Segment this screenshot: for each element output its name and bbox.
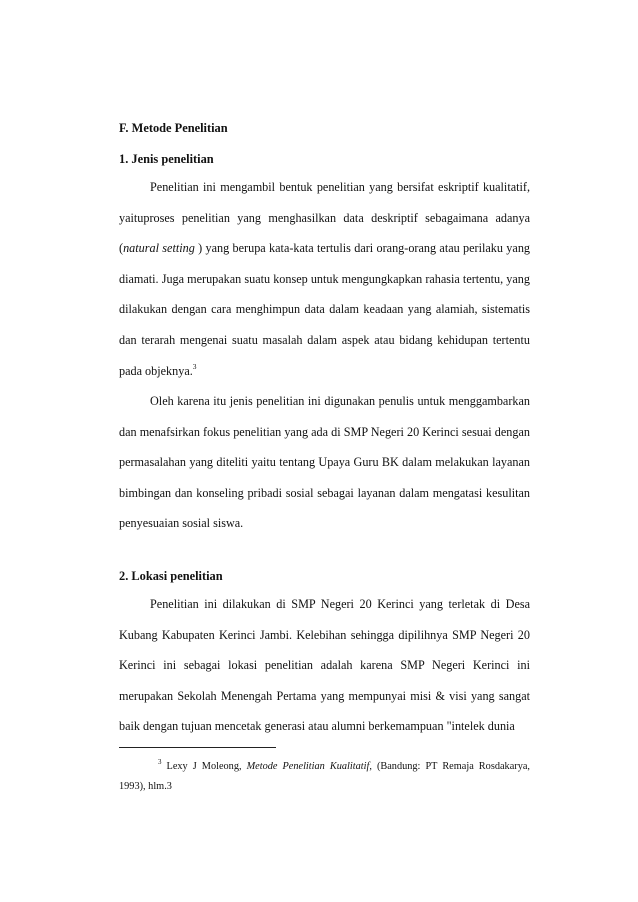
subsection-heading-jenis-penelitian: 1. Jenis penelitian xyxy=(119,152,214,166)
footnote-separator xyxy=(119,747,276,748)
paragraph-lokasi-penelitian-1: Penelitian ini dilakukan di SMP Negeri 20 Kerinci yang terletak di Desa Kubang Kabupaten Kerinci Jambi. Kelebihan sehingga dipilihnya SMP Negeri 20 Kerinci ini sebagai lokasi penelitian adalah karena SMP Negeri Kerinci ini merupakan Sekolah Menengah Pertama yang mempunyai misi & visi yang sangat baik dengan tujuan mencetak generasi atau alumni berkemampuan "intelek dunia xyxy=(119,597,530,734)
footnote-number: 3 xyxy=(158,758,162,766)
footnote-title: Metode Penelitian Kualitatif xyxy=(246,761,370,772)
subsection-heading-lokasi-penelitian: 2. Lokasi penelitian xyxy=(119,569,223,583)
footnote-reference: 3 xyxy=(192,361,197,371)
paragraph-jenis-penelitian-1 xyxy=(119,172,530,386)
footnote-author: Lexy J Moleong, xyxy=(166,761,247,772)
paragraph-jenis-penelitian-2: Oleh karena itu jenis penelitian ini digunakan penulis untuk menggambarkan dan menafsirkan fokus penelitian yang ada di SMP Negeri 20 Kerinci sesuai dengan permasalahan yang diteliti yaitu tentang Upaya Guru BK dalam melakukan layanan bimbingan dan konseling pribadi sosial sebagai layanan dalam mengatasi kesulitan penyesuaian sosial siswa. xyxy=(119,394,530,531)
footnote xyxy=(119,757,530,796)
italic-term: natural setting xyxy=(123,241,195,256)
footnote-publication: , (Bandung: PT Remaja Rosdakarya, 1993), hlm.3 xyxy=(119,761,530,792)
paragraph-text: ) yang berupa kata-kata tertulis dari orang-orang atau perilaku yang diamati. Juga merupakan suatu konsep untuk mengungkapkan rahasia tertentu, yang dilakukan dengan cara menghimpun data dalam keadaan yang alamiah, sistematis dan terarah mengenai suatu masalah dalam aspek atau bidang kehidupan tertentu pada objeknya. xyxy=(119,241,531,378)
section-heading: F. Metode Penelitian xyxy=(119,121,228,135)
paragraph-text: Penelitian ini mengambil bentuk penelitian yang bersifat eskriptif kualitatif, yaituproses penelitian yang menghasilkan data deskriptif sebagaimana adanya ( xyxy=(119,180,530,256)
